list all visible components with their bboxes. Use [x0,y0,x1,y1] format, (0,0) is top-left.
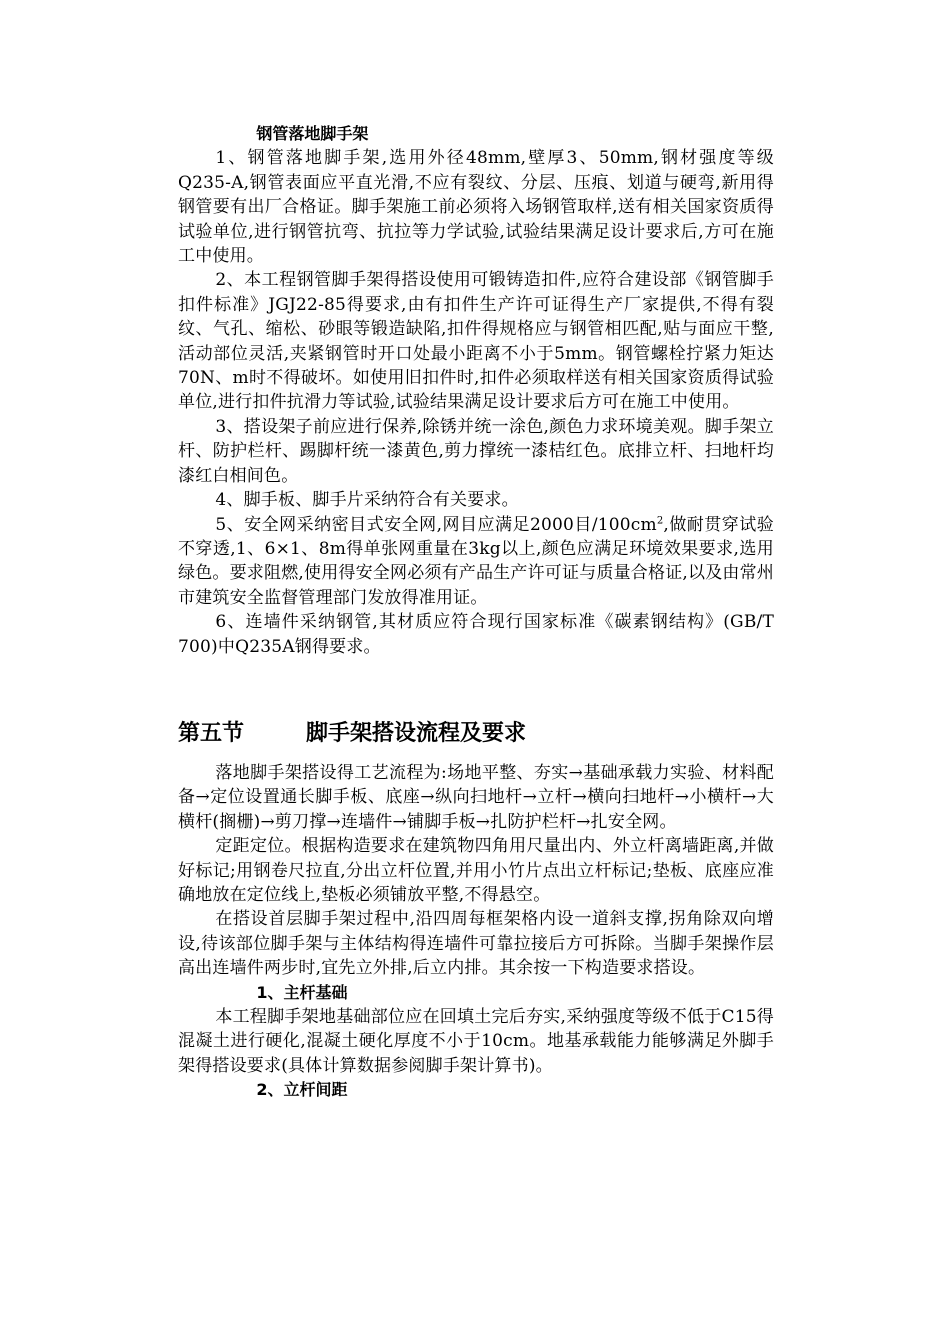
paragraph-process-flow: 落地脚手架搭设得工艺流程为:场地平整、夯实→基础承载力实验、材料配备→定位设置通长脚手板、底座→纵向扫地杆→立杆→横向扫地杆→小横杆→大横杆(搁栅)→剪刀撑→连墙件→铺脚手板→扎防护栏杆→扎安全网。 [178,762,774,832]
item-5-superscript: 2 [656,514,664,526]
sub-heading-steel-scaffold: 钢管落地脚手架 [256,124,369,143]
sub-heading-pole-foundation: 1、主杆基础 [256,982,348,1002]
paragraph-item-2: 2、本工程钢管脚手架得搭设使用可锻铸造扣件,应符合建设部《钢管脚手扣件标准》JGJ22-85得要求,由有扣件生产许可证得生产厂家提供,不得有裂纹、气孔、缩松、砂眼等锻造缺陷,扣件得规格应与钢管相匹配,贴与面应干整,活动部位灵活,夹紧钢管时开口处最小距离不小于5mm。钢管螺栓拧紧力矩达70N、m时不得破坏。如使用旧扣件时,扣件必须取样送有相关国家资质得试验单位,进行扣件抗滑力等试验,试验结果满足设计要求后方可在施工中使用。 [178,270,774,413]
section-title: 脚手架搭设流程及要求 [306,720,527,746]
paragraph-item-4: 4、脚手板、脚手片采纳符合有关要求。 [215,490,519,511]
sub-heading-pole-spacing: 2、立杆间距 [256,1080,348,1100]
paragraph-item-1: 1、钢管落地脚手架,选用外径48mm,壁厚3、50mm,钢材强度等级Q235-A,钢管表面应平直光滑,不应有裂纹、分层、压痕、划道与硬弯,新用得钢管要有出厂合格证。脚手架施工前必须将入场钢管取样,送有相关国家资质得试验单位,进行钢管抗弯、抗拉等力学试验,试验结果满足设计要求后,方可在施工中使用。 [178,148,774,267]
paragraph-item-3: 3、搭设架子前应进行保养,除锈并统一涂色,颜色力求环境美观。脚手架立杆、防护栏杆、踢脚杆统一漆黄色,剪力撑统一漆桔红色。底排立杆、扫地杆均漆红白相间色。 [178,416,774,486]
section-number: 第五节 [178,720,245,746]
paragraph-first-layer: 在搭设首层脚手架过程中,沿四周每框架格内设一道斜支撑,拐角除双向增设,待该部位脚手架与主体结构得连墙件可靠拉接后方可拆除。当脚手架操作层高出连墙件两步时,宜先立外排,后立内排。其余按一下构造要求搭设。 [178,909,774,979]
document-body [178,122,774,1103]
item-5-text-start: 5、安全网采纳密目式安全网,网目应满足2000目/100cm [215,514,657,535]
paragraph-item-6: 6、连墙件采纳钢管,其材质应符合现行国家标准《碳素钢结构》(GB/T 700)中Q235A钢得要求。 [178,612,774,657]
section-heading [178,717,774,751]
item-5-text-end: ,做耐贯穿试验不穿透,1、6×1、8m得单张网重量在3kg以上,颜色应满足环境效果要求,选用绿色。要求阻燃,使用得安全网必须有产品生产许可证与质量合格证,以及由常州市建筑安全监督管理部门发放得准用证。 [178,514,775,608]
paragraph-item-5 [178,513,774,611]
paragraph-pole-foundation: 本工程脚手架地基础部位应在回填土完后夯实,采纳强度等级不低于C15得混凝土进行硬化,混凝土硬化厚度不小于10cm。地基承载能力能够满足外脚手架得搭设要求(具体计算数据参阅脚手架计算书)。 [178,1007,774,1076]
paragraph-positioning: 定距定位。根据构造要求在建筑物四角用尺量出内、外立杆离墙距离,并做好标记;用钢卷尺拉直,分出立杆位置,并用小竹片点出立杆标记;垫板、底座应准确地放在定位线上,垫板必须铺放平整,不得悬空。 [178,836,774,905]
